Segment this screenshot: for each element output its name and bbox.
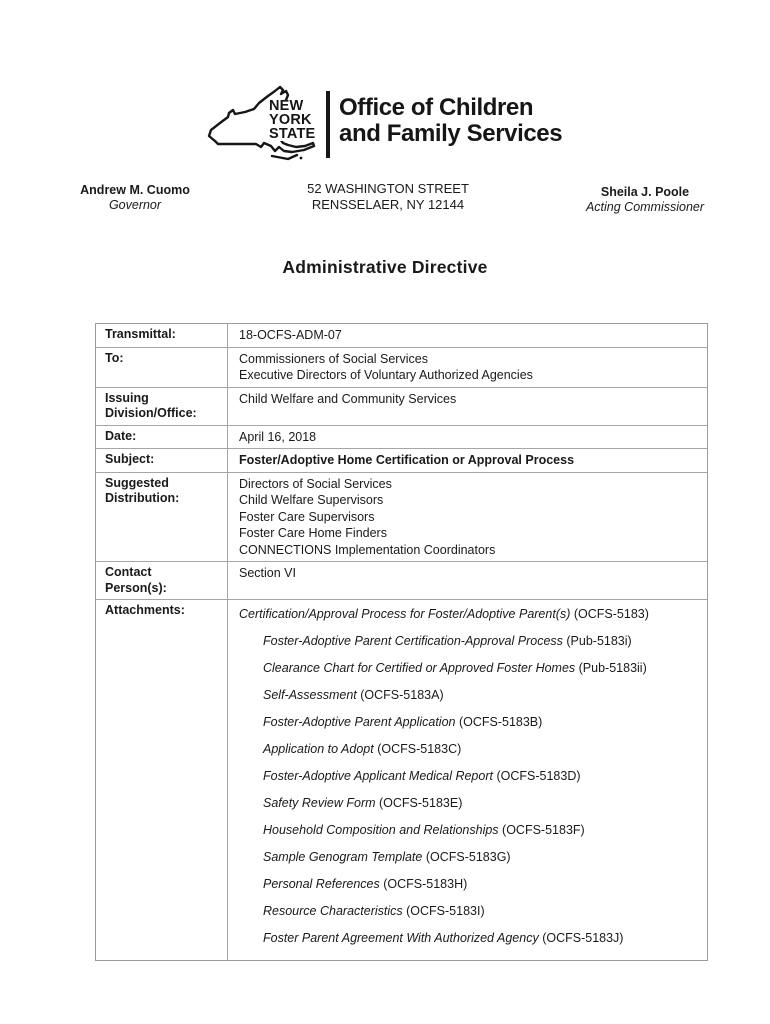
row-label	[96, 562, 228, 599]
attachment-title: Foster-Adoptive Parent Certification-Approval Process	[263, 634, 563, 648]
row-value	[228, 324, 707, 347]
attachment-item	[239, 903, 699, 920]
attachment-item	[239, 687, 699, 704]
attachment-form-code: (OCFS-5183)	[570, 607, 649, 621]
attachment-item	[239, 741, 699, 758]
address-line-1: 52 WASHINGTON STREET	[307, 181, 469, 196]
row-label	[96, 388, 228, 425]
logo-state-name	[267, 100, 317, 141]
table-row	[96, 426, 707, 450]
row-label	[96, 348, 228, 387]
table-row-attachments	[96, 600, 707, 960]
row-label	[96, 473, 228, 562]
attachment-form-code: (OCFS-5183H)	[379, 877, 468, 891]
row-value	[228, 426, 707, 449]
logo-state-line: STATE	[269, 125, 316, 142]
logo-state-line: NEW	[269, 98, 304, 114]
table-row	[96, 388, 707, 426]
table-row	[96, 324, 707, 348]
table-row	[96, 473, 707, 563]
attachment-form-code: (OCFS-5183F)	[498, 823, 585, 837]
row-label	[96, 324, 228, 347]
attachments-list	[228, 600, 707, 960]
logo-org-line: Office of Children	[339, 94, 534, 121]
row-label	[96, 449, 228, 472]
attachment-form-code: (OCFS-5183C)	[373, 742, 462, 756]
row-value-line: Child Welfare Supervisors	[239, 493, 384, 507]
row-value-line: Section VI	[239, 566, 296, 580]
row-label-line: Date:	[105, 428, 137, 443]
attachment-form-code: (OCFS-5183E)	[375, 796, 463, 810]
attachment-item	[239, 714, 699, 731]
row-value	[228, 348, 707, 387]
attachment-item	[239, 876, 699, 893]
row-label-line: Issuing	[105, 390, 149, 405]
row-label	[96, 600, 228, 960]
table-row	[96, 562, 707, 600]
attachment-item	[239, 660, 699, 677]
agency-address	[283, 181, 493, 212]
governor-name: Andrew M. Cuomo	[80, 183, 190, 197]
commissioner-name: Sheila J. Poole	[600, 185, 690, 199]
directive-table	[95, 323, 708, 961]
row-label-line: Transmittal:	[105, 327, 176, 341]
attachment-item	[239, 768, 699, 785]
attachment-item	[239, 822, 699, 839]
row-label-line: Attachments:	[105, 603, 185, 617]
attachment-form-code: (OCFS-5183G)	[422, 850, 511, 864]
row-label	[96, 426, 228, 449]
attachment-title: Clearance Chart for Certified or Approved Foster Homes	[263, 661, 576, 675]
attachment-form-code: (OCFS-5183I)	[402, 904, 485, 918]
row-value-line: CONNECTIONS Implementation Coordinators	[239, 542, 496, 557]
row-value-line: Commissioners of Social Services	[239, 351, 428, 366]
attachment-title: Foster-Adoptive Parent Application	[263, 715, 456, 729]
attachment-title: Foster Parent Agreement With Authorized Agency	[263, 931, 539, 945]
attachment-title: Resource Characteristics	[263, 904, 403, 918]
row-label-line: Division/Office:	[105, 406, 197, 420]
table-row	[96, 449, 707, 473]
row-value-line: Child Welfare and Community Services	[239, 391, 457, 406]
governor-block	[55, 183, 215, 213]
attachment-title: Application to Adopt	[263, 742, 374, 756]
attachment-title: Foster-Adoptive Applicant Medical Report	[263, 769, 493, 783]
attachment-title: Personal References	[263, 877, 380, 891]
commissioner-block	[560, 185, 730, 215]
logo-state-line: YORK	[269, 111, 312, 128]
row-value	[228, 388, 707, 425]
row-value	[228, 449, 707, 472]
row-value-line: Foster/Adoptive Home Certification or Approval Process	[239, 453, 575, 467]
attachment-item	[239, 633, 699, 650]
row-value-line: Foster Care Supervisors	[239, 509, 375, 524]
attachment-title: Certification/Approval Process for Foster/Adoptive Parent(s)	[239, 607, 571, 621]
attachment-title: Self-Assessment	[263, 688, 357, 702]
attachment-form-code: (OCFS-5183B)	[455, 715, 543, 729]
row-value-line: 18-OCFS-ADM-07	[239, 328, 342, 342]
address-line-2: RENSSELAER, NY 12144	[311, 196, 465, 212]
attachment-title: Sample Genogram Template	[263, 850, 423, 864]
attachment-form-code: (Pub-5183i)	[562, 634, 632, 648]
row-label-line: To:	[105, 350, 124, 365]
row-label-line: Person(s):	[105, 580, 167, 595]
governor-title: Governor	[108, 198, 162, 212]
attachment-form-code: (Pub-5183ii)	[575, 661, 647, 675]
row-label-line: Contact	[105, 565, 152, 579]
row-value	[228, 562, 707, 599]
attachment-item	[239, 795, 699, 812]
attachment-item	[239, 930, 699, 947]
logo-divider-bar	[326, 91, 330, 158]
attachment-title: Household Composition and Relationships	[263, 823, 499, 837]
commissioner-title: Acting Commissioner	[585, 200, 705, 214]
row-label-line: Distribution:	[105, 491, 180, 505]
row-label-line: Subject:	[105, 452, 155, 466]
row-value-line: Directors of Social Services	[239, 476, 392, 491]
row-value-line: April 16, 2018	[239, 429, 317, 444]
attachment-item	[239, 606, 699, 623]
attachment-form-code: (OCFS-5183D)	[492, 769, 581, 783]
logo-org-name	[339, 95, 562, 147]
row-value-line: Foster Care Home Finders	[239, 526, 387, 540]
attachment-form-code: (OCFS-5183J)	[538, 931, 624, 945]
table-row	[96, 348, 707, 388]
attachment-item	[239, 849, 699, 866]
logo-org-line: and Family Services	[339, 120, 563, 147]
row-value	[228, 473, 707, 562]
row-value-line: Executive Directors of Voluntary Authorized Agencies	[239, 368, 533, 382]
attachment-form-code: (OCFS-5183A)	[356, 688, 444, 702]
page-title: Administrative Directive	[282, 257, 488, 277]
row-label-line: Suggested	[105, 475, 169, 490]
attachment-title: Safety Review Form	[263, 796, 376, 810]
